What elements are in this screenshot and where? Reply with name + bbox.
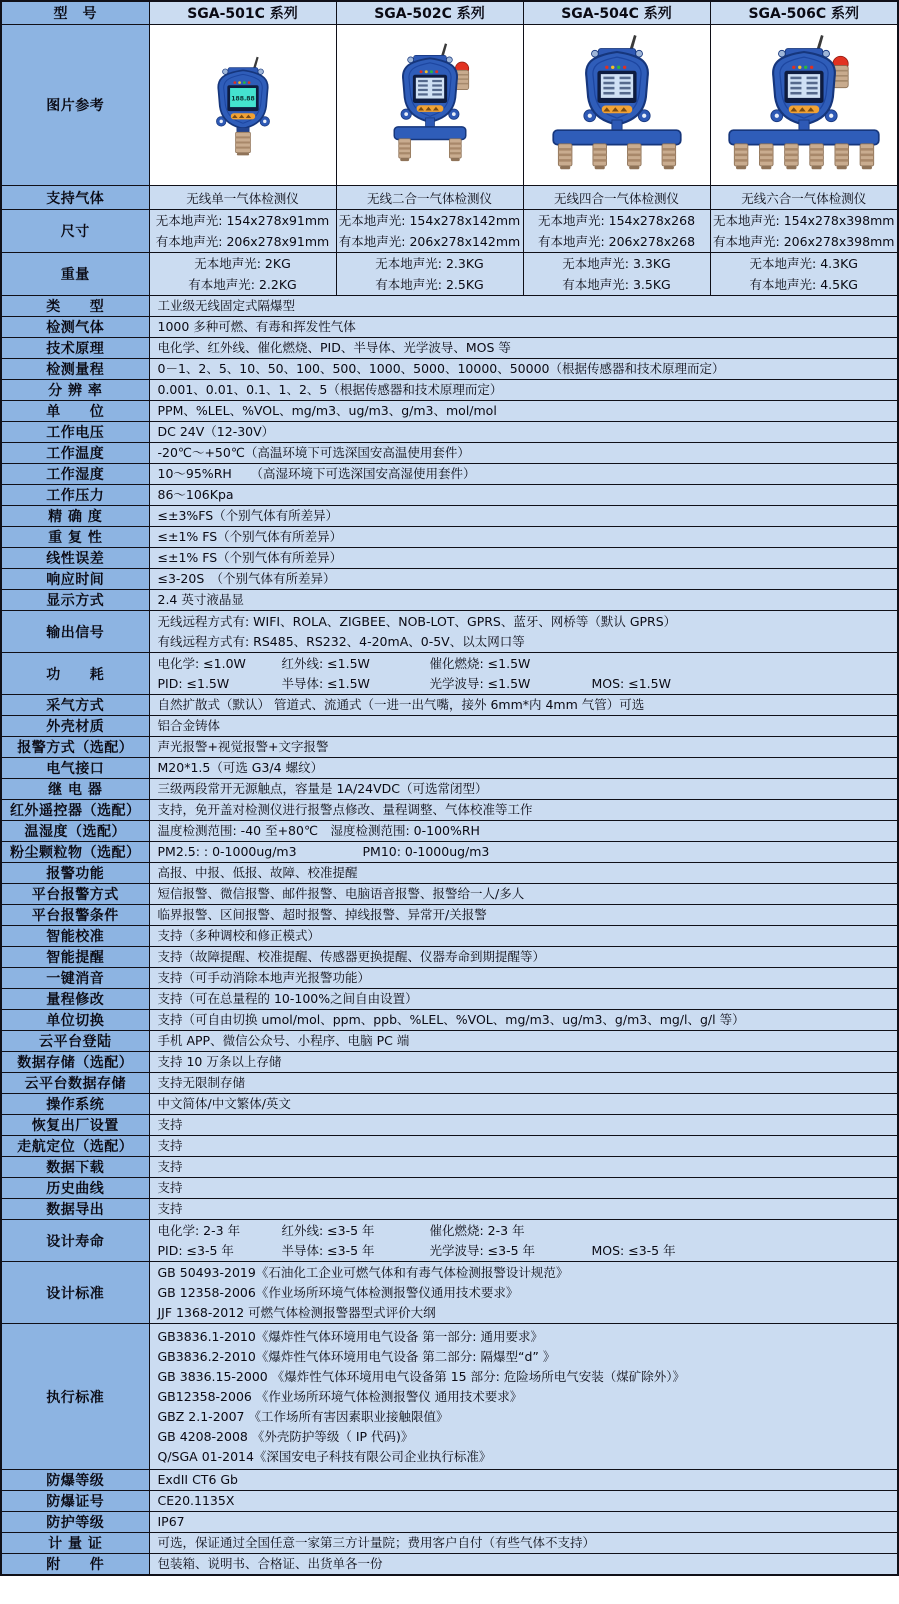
spec-value — [149, 1031, 898, 1052]
spec-line: 短信报警、微信报警、邮件报警、电脑语音报警、报警给一人/多人 — [157, 886, 525, 901]
spec-line: 三级两段常开无源触点，容量是 1A/24VDC（可选常闭型） — [157, 781, 488, 796]
spec-line: 有本地声光: 4.5KG — [749, 277, 858, 292]
wireless-2in1-gas-detector-image — [360, 35, 500, 175]
row-label: 智能提醒 — [1, 947, 149, 968]
product-image-cell — [523, 25, 710, 186]
spec-line: 支持 — [157, 1117, 183, 1132]
spec-value — [149, 548, 898, 569]
table-row — [1, 821, 898, 842]
wireless-single-gas-detector-image — [179, 35, 307, 175]
table-row — [1, 716, 898, 737]
spec-line: 无线远程方式有: WIFI、ROLA、ZIGBEE、NOB-LOT、GPRS、蓝牙、网桥等（默认 GPRS） — [157, 613, 677, 629]
spec-line: ≤±1% FS（个别气体有所差异） — [157, 550, 343, 565]
table-row — [1, 1512, 898, 1533]
row-label: 智能校准 — [1, 926, 149, 947]
row-label: 平台报警方式 — [1, 884, 149, 905]
table-row — [1, 905, 898, 926]
spec-line: 支持 10 万条以上存储 — [157, 1054, 282, 1069]
spec-value — [149, 1533, 898, 1554]
row-label: 数据导出 — [1, 1199, 149, 1220]
spec-value — [149, 443, 898, 464]
spec-line — [158, 1241, 890, 1261]
table-row — [1, 338, 898, 359]
spec-segment: 电化学: ≤1.0W — [157, 655, 246, 671]
spec-line: 支持 — [157, 1138, 183, 1153]
spec-value — [149, 1115, 898, 1136]
spec-line: GB12358-2006 《作业场所环境气体检测报警仪 通用技术要求》 — [157, 1388, 523, 1404]
spec-line: 1000 多种可燃、有毒和挥发性气体 — [157, 319, 356, 334]
spec-line — [158, 842, 890, 862]
row-label: 操作系统 — [1, 1094, 149, 1115]
table-row — [1, 186, 898, 210]
table-row — [1, 842, 898, 863]
spec-value — [149, 695, 898, 716]
spec-line — [158, 654, 890, 674]
table-row — [1, 422, 898, 443]
spec-value — [149, 317, 898, 338]
row-label: 重 复 性 — [1, 527, 149, 548]
spec-line: 10～95%RH （高湿环境下可选深国安高湿使用套件） — [157, 466, 476, 481]
wireless-4in1-gas-detector-image — [532, 35, 702, 175]
weight-cell — [710, 253, 898, 296]
table-row — [1, 1491, 898, 1512]
spec-line: 有本地声光: 2.5KG — [375, 277, 484, 292]
row-label: 红外遥控器（选配） — [1, 800, 149, 821]
spec-segment: 催化燃烧: ≤1.5W — [429, 655, 531, 671]
model-header: SGA-504C 系列 — [523, 1, 710, 25]
spec-line: 有本地声光: 3.5KG — [562, 277, 671, 292]
row-label: 执行标准 — [1, 1324, 149, 1470]
spec-value — [149, 1199, 898, 1220]
spec-value — [149, 1157, 898, 1178]
spec-value — [149, 1052, 898, 1073]
table-row — [1, 611, 898, 653]
table-row — [1, 485, 898, 506]
spec-segment: 光学波导: ≤1.5W — [429, 675, 531, 691]
spec-line: IP67 — [157, 1514, 185, 1529]
row-label: 粉尘颗粒物（选配） — [1, 842, 149, 863]
table-row — [1, 1115, 898, 1136]
model-header: SGA-502C 系列 — [336, 1, 523, 25]
spec-value — [149, 653, 898, 695]
spec-value — [149, 821, 898, 842]
table-row — [1, 1199, 898, 1220]
spec-line: 支持（多种调校和修正模式） — [157, 928, 321, 943]
row-label: 云平台数据存储 — [1, 1073, 149, 1094]
table-row — [1, 1052, 898, 1073]
row-label: 设计寿命 — [1, 1220, 149, 1262]
spec-line: 有本地声光: 206x278x398mm — [713, 234, 895, 249]
spec-line: 0－1、2、5、10、50、100、500、1000、5000、10000、50000（根据传感器和技术原理而定） — [157, 361, 725, 376]
spec-line: 无本地声光: 154x278x142mm — [338, 213, 521, 228]
spec-value — [149, 1324, 898, 1470]
table-row — [1, 1178, 898, 1199]
row-label: 附 件 — [1, 1554, 149, 1576]
spec-value — [149, 1073, 898, 1094]
row-label: 线性误差 — [1, 548, 149, 569]
spec-line: 工业级无线固定式隔爆型 — [157, 298, 296, 313]
row-label: 平台报警条件 — [1, 905, 149, 926]
table-row — [1, 779, 898, 800]
spec-line: Q/SGA 01-2014《深国安电子科技有限公司企业执行标准》 — [157, 1448, 492, 1464]
row-label: 继 电 器 — [1, 779, 149, 800]
spec-value — [149, 1220, 898, 1262]
spec-value — [149, 296, 898, 317]
spec-line: 无本地声光: 154x278x268 — [537, 213, 696, 228]
spec-segment: 催化燃烧: 2-3 年 — [429, 1222, 525, 1238]
row-label: 响应时间 — [1, 569, 149, 590]
model-header: SGA-506C 系列 — [710, 1, 898, 25]
table-row — [1, 569, 898, 590]
spec-value — [149, 1554, 898, 1576]
spec-value — [149, 842, 898, 863]
spec-line: ≤3-20S （个别气体有所差异） — [157, 571, 336, 586]
table-row — [1, 506, 898, 527]
table-row — [1, 1010, 898, 1031]
spec-line: 无本地声光: 2KG — [194, 256, 291, 271]
spec-value — [149, 1136, 898, 1157]
row-label: 报警方式（选配） — [1, 737, 149, 758]
table-row — [1, 989, 898, 1010]
model-header: SGA-501C 系列 — [149, 1, 336, 25]
spec-value — [149, 1010, 898, 1031]
table-row — [1, 758, 898, 779]
row-label: 历史曲线 — [1, 1178, 149, 1199]
table-row — [1, 1031, 898, 1052]
spec-line: 支持（故障提醒、校准提醒、传感器更换提醒、仪器寿命到期提醒等） — [157, 949, 546, 964]
spec-value — [149, 422, 898, 443]
row-label: 工作电压 — [1, 422, 149, 443]
product-image-cell — [710, 25, 898, 186]
table-row — [1, 1136, 898, 1157]
spec-line: JJF 1368-2012 可燃气体检测报警器型式评价大纲 — [157, 1304, 436, 1320]
spec-line: 86～106Kpa — [157, 487, 234, 502]
spec-value — [149, 779, 898, 800]
table-row — [1, 25, 898, 186]
spec-line: 支持（可自由切换 umol/mol、ppm、ppb、%LEL、%VOL、mg/m3、ug/m3、g/m3、mg/l、g/l 等） — [157, 1012, 745, 1027]
spec-line: GB3836.1-2010《爆炸性气体环境用电气设备 第一部分: 通用要求》 — [157, 1328, 543, 1344]
table-row — [1, 253, 898, 296]
size-cell — [149, 210, 336, 253]
spec-line — [158, 1221, 890, 1241]
spec-line: M20*1.5（可选 G3/4 螺纹） — [157, 760, 324, 775]
spec-segment: PID: ≤3-5 年 — [157, 1242, 234, 1258]
size-cell — [336, 210, 523, 253]
spec-line: 支持（可手动消除本地声光报警功能） — [157, 970, 371, 985]
row-label: 工作温度 — [1, 443, 149, 464]
spec-line: 临界报警、区间报警、超时报警、掉线报警、异常开/关报警 — [157, 907, 487, 922]
svg-text:188.88: 188.88 — [230, 95, 255, 103]
wireless-6in1-gas-detector-image — [715, 35, 893, 175]
row-label-size: 尺寸 — [1, 210, 149, 253]
row-label: 设计标准 — [1, 1262, 149, 1324]
size-cell — [523, 210, 710, 253]
spec-line: 支持无限制存储 — [157, 1075, 246, 1090]
spec-line: 支持 — [157, 1159, 183, 1174]
row-label: 精 确 度 — [1, 506, 149, 527]
spec-line: 有本地声光: 206x278x268 — [537, 234, 696, 249]
spec-segment: PID: ≤1.5W — [157, 675, 230, 691]
spec-line: GBZ 2.1-2007 《工作场所有害因素职业接触限值》 — [157, 1408, 449, 1424]
spec-value — [149, 1094, 898, 1115]
table-row — [1, 590, 898, 611]
table-row — [1, 737, 898, 758]
size-cell — [710, 210, 898, 253]
table-row — [1, 695, 898, 716]
row-label: 技术原理 — [1, 338, 149, 359]
spec-line: ≤±1% FS（个别气体有所差异） — [157, 529, 343, 544]
spec-value — [149, 1470, 898, 1491]
spec-line: GB 50493-2019《石油化工企业可燃气体和有毒气体检测报警设计规范》 — [157, 1264, 569, 1280]
table-row — [1, 947, 898, 968]
spec-line: -20℃～+50℃（高温环境下可选深国安高温使用套件） — [157, 445, 470, 460]
row-label: 功 耗 — [1, 653, 149, 695]
spec-line: 无本地声光: 2.3KG — [375, 256, 484, 271]
row-label: 显示方式 — [1, 590, 149, 611]
spec-value — [149, 737, 898, 758]
spec-line: 有本地声光: 206x278x142mm — [338, 234, 521, 249]
table-row — [1, 1262, 898, 1324]
spec-line: 铝合金铸体 — [157, 718, 221, 733]
table-row — [1, 359, 898, 380]
spec-line: 自然扩散式（默认） 管道式、流通式（一进一出气嘴，接外 6mm*内 4mm 气管）可选 — [157, 697, 645, 712]
row-label: 报警功能 — [1, 863, 149, 884]
table-row — [1, 1533, 898, 1554]
spec-value — [149, 758, 898, 779]
spec-value — [149, 1262, 898, 1324]
spec-line — [158, 674, 890, 694]
row-label: 走航定位（选配） — [1, 1136, 149, 1157]
row-label: 采气方式 — [1, 695, 149, 716]
spec-line: 高报、中报、低报、故障、校准提醒 — [157, 865, 358, 880]
spec-segment: 电化学: 2-3 年 — [157, 1222, 241, 1238]
spec-line: 支持（可在总量程的 10-100%之间自由设置） — [157, 991, 418, 1006]
table-row — [1, 968, 898, 989]
spec-line: 支持 — [157, 1201, 183, 1216]
spec-segment: 半导体: ≤1.5W — [281, 675, 370, 691]
spec-line: GB 4208-2008 《外壳防护等级（ IP 代码)》 — [157, 1428, 414, 1444]
spec-value — [149, 1512, 898, 1533]
row-label-image: 图片参考 — [1, 25, 149, 186]
table-row — [1, 653, 898, 695]
spec-value — [149, 401, 898, 422]
table-row — [1, 800, 898, 821]
row-label: 分 辨 率 — [1, 380, 149, 401]
row-label: 外壳材质 — [1, 716, 149, 737]
table-row — [1, 443, 898, 464]
weight-cell — [336, 253, 523, 296]
row-label: 类 型 — [1, 296, 149, 317]
row-label: 检测量程 — [1, 359, 149, 380]
spec-line: 无本地声光: 4.3KG — [749, 256, 858, 271]
spec-line: 2.4 英寸液晶显 — [157, 592, 244, 607]
table-row — [1, 296, 898, 317]
spec-line: PPM、%LEL、%VOL、mg/m3、ug/m3、g/m3、mol/mol — [157, 403, 497, 418]
spec-segment: PM10: 0-1000ug/m3 — [362, 844, 490, 859]
spec-segment: 红外线: ≤3-5 年 — [281, 1222, 375, 1238]
table-row — [1, 1157, 898, 1178]
spec-line: 中文简体/中文繁体/英文 — [157, 1096, 291, 1111]
row-label: 单位切换 — [1, 1010, 149, 1031]
spec-value — [149, 884, 898, 905]
product-image-cell — [336, 25, 523, 186]
table-row — [1, 1324, 898, 1470]
row-label: 单 位 — [1, 401, 149, 422]
spec-value — [149, 380, 898, 401]
spec-line: 可选，保证通过全国任意一家第三方计量院；费用客户自付（有些气体不支持） — [157, 1535, 596, 1550]
spec-line: ≤±3%FS（个别气体有所差异） — [157, 508, 339, 523]
spec-line: GB 3836.15-2000 《爆炸性气体环境用电气设备第 15 部分: 危险场所电气安装（煤矿除外）》 — [157, 1368, 686, 1384]
spec-line: 支持 — [157, 1180, 183, 1195]
spec-line: 无本地声光: 3.3KG — [562, 256, 671, 271]
spec-line: 0.001、0.01、0.1、1、2、5（根据传感器和技术原理而定） — [157, 382, 503, 397]
row-label: 工作湿度 — [1, 464, 149, 485]
spec-value — [149, 947, 898, 968]
table-row — [1, 548, 898, 569]
spec-line: 电化学、红外线、催化燃烧、PID、半导体、光学波导、MOS 等 — [157, 340, 511, 355]
row-label: 防护等级 — [1, 1512, 149, 1533]
row-label: 数据下载 — [1, 1157, 149, 1178]
spec-segment: MOS: ≤3-5 年 — [591, 1242, 676, 1258]
row-label: 防爆证号 — [1, 1491, 149, 1512]
row-label-gas: 支持气体 — [1, 186, 149, 210]
spec-line: GB 12358-2006《作业场所环境气体检测报警仪通用技术要求》 — [157, 1284, 519, 1300]
row-label: 工作压力 — [1, 485, 149, 506]
spec-value — [149, 863, 898, 884]
weight-cell — [149, 253, 336, 296]
table-row — [1, 380, 898, 401]
spec-line: 有本地声光: 206x278x91mm — [155, 234, 330, 249]
spec-segment: 红外线: ≤1.5W — [281, 655, 370, 671]
spec-segment: PM2.5: : 0-1000ug/m3 — [157, 844, 297, 859]
gas-type-cell: 无线六合一气体检测仪 — [710, 186, 898, 210]
table-row — [1, 1220, 898, 1262]
row-label: 检测气体 — [1, 317, 149, 338]
weight-cell — [523, 253, 710, 296]
spec-value — [149, 569, 898, 590]
row-label-model: 型 号 — [1, 1, 149, 25]
spec-line: 有线远程方式有: RS485、RS232、4-20mA、0-5V、以太网口等 — [157, 633, 525, 649]
table-row — [1, 863, 898, 884]
spec-line: 无本地声光: 154x278x91mm — [155, 213, 330, 228]
spec-value — [149, 464, 898, 485]
spec-value — [149, 1491, 898, 1512]
table-row — [1, 317, 898, 338]
spec-value — [149, 527, 898, 548]
row-label: 一键消音 — [1, 968, 149, 989]
row-label: 云平台登陆 — [1, 1031, 149, 1052]
spec-value — [149, 989, 898, 1010]
row-label: 恢复出厂设置 — [1, 1115, 149, 1136]
spec-value — [149, 716, 898, 737]
table-row — [1, 401, 898, 422]
spec-value — [149, 968, 898, 989]
gas-type-cell: 无线单一气体检测仪 — [149, 186, 336, 210]
table-row — [1, 464, 898, 485]
spec-value — [149, 359, 898, 380]
row-label: 输出信号 — [1, 611, 149, 653]
table-row — [1, 1073, 898, 1094]
spec-line: CE20.1135X — [157, 1493, 235, 1508]
spec-value — [149, 926, 898, 947]
spec-line: 有本地声光: 2.2KG — [188, 277, 297, 292]
spec-segment: 光学波导: ≤3-5 年 — [429, 1242, 536, 1258]
table-row — [1, 1554, 898, 1576]
row-label: 电气接口 — [1, 758, 149, 779]
spec-value — [149, 905, 898, 926]
row-label: 数据存储（选配） — [1, 1052, 149, 1073]
spec-segment: MOS: ≤1.5W — [591, 675, 671, 691]
gas-type-cell: 无线四合一气体检测仪 — [523, 186, 710, 210]
row-label: 计 量 证 — [1, 1533, 149, 1554]
table-row — [1, 527, 898, 548]
spec-value — [149, 338, 898, 359]
row-label-weight: 重量 — [1, 253, 149, 296]
spec-line: 包装箱、说明书、合格证、出货单各一份 — [157, 1556, 383, 1571]
table-row — [1, 926, 898, 947]
table-row — [1, 884, 898, 905]
table-row — [1, 1, 898, 25]
spec-line: GB3836.2-2010《爆炸性气体环境用电气设备 第二部分: 隔爆型“d” 》 — [157, 1348, 556, 1364]
spec-value — [149, 800, 898, 821]
row-label: 量程修改 — [1, 989, 149, 1010]
spec-line: ExdII CT6 Gb — [157, 1472, 238, 1487]
spec-value — [149, 1178, 898, 1199]
table-row — [1, 1094, 898, 1115]
spec-line: 温度检测范围: -40 至+80℃ 湿度检测范围: 0-100%RH — [157, 823, 480, 838]
spec-line: 声光报警+视觉报警+文字报警 — [157, 739, 329, 754]
spec-line: 手机 APP、微信公众号、小程序、电脑 PC 端 — [157, 1033, 410, 1048]
spec-value — [149, 506, 898, 527]
spec-segment: 半导体: ≤3-5 年 — [281, 1242, 375, 1258]
spec-line: 无本地声光: 154x278x398mm — [713, 213, 895, 228]
spec-line: DC 24V（12-30V） — [157, 424, 275, 439]
table-row — [1, 1470, 898, 1491]
gas-type-cell: 无线二合一气体检测仪 — [336, 186, 523, 210]
product-image-cell — [149, 25, 336, 186]
spec-value — [149, 590, 898, 611]
row-label: 温湿度（选配） — [1, 821, 149, 842]
row-label: 防爆等级 — [1, 1470, 149, 1491]
table-row — [1, 210, 898, 253]
spec-line: 支持，免开盖对检测仪进行报警点修改、量程调整、气体校准等工作 — [157, 802, 533, 817]
spec-value — [149, 485, 898, 506]
spec-value — [149, 611, 898, 653]
